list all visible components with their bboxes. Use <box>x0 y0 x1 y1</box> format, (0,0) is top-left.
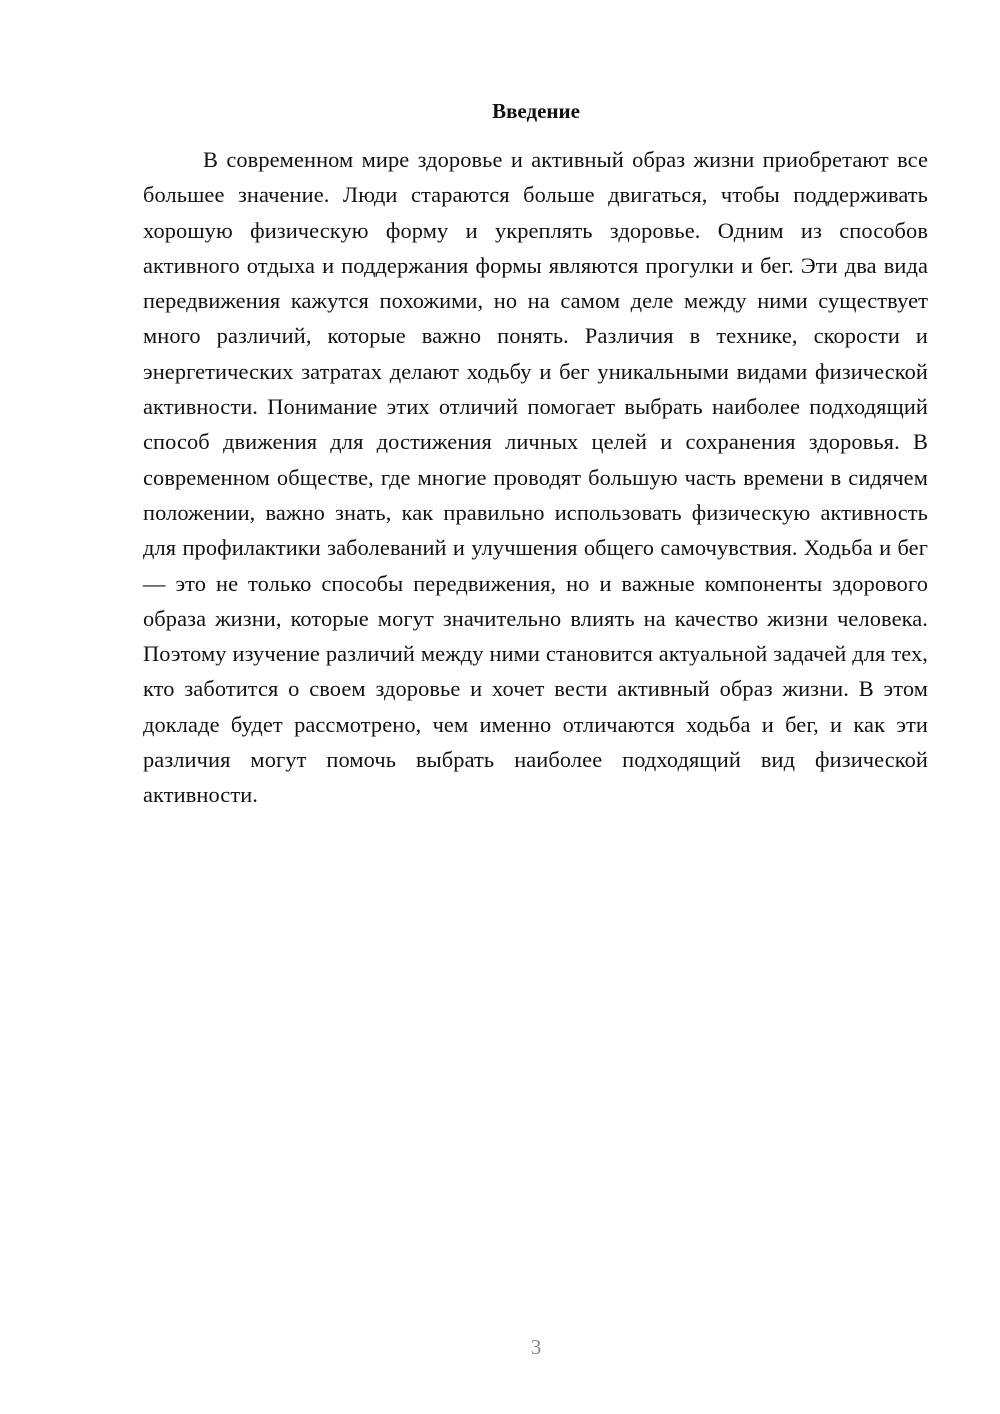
page-number: 3 <box>530 1335 542 1359</box>
body-paragraph: В современном мире здоровье и активный образ жизни приобретают все большее значение. Люди стараются больше двигаться, чтобы поддерживать хорошую физическую форму и укреплять здоровье. Одним из способов активного отдыха и поддержания формы являются прогулки и бег. Эти два вида передвижения кажутся похожими, но на самом деле между ними существует много различий, которые важно понять. Различия в технике, скорости и энергетических затратах делают ходьбу и бег уникальными видами физической активности. Понимание этих отличий помогает выбрать наиболее подходящий способ движения для достижения личных целей и сохранения здоровья. В современном обществе, где многие проводят большую часть времени в сидячем положении, важно знать, как правильно использовать физическую активность для профилактики заболеваний и улучшения общего самочувствия. Ходьба и бег — это не только способы передвижения, но и важные компоненты здорового образа жизни, которые могут значительно влиять на качество жизни человека. Поэтому изучение различий между ними становится актуальной задачей для тех, кто заботится о своем здоровье и хочет вести активный образ жизни. В этом докладе будет рассмотрено, чем именно отличаются ходьба и бег, и как эти различия могут помочь выбрать наиболее подходящий вид физической активности. <box>143 147 928 808</box>
section-title: Введение <box>492 99 580 123</box>
